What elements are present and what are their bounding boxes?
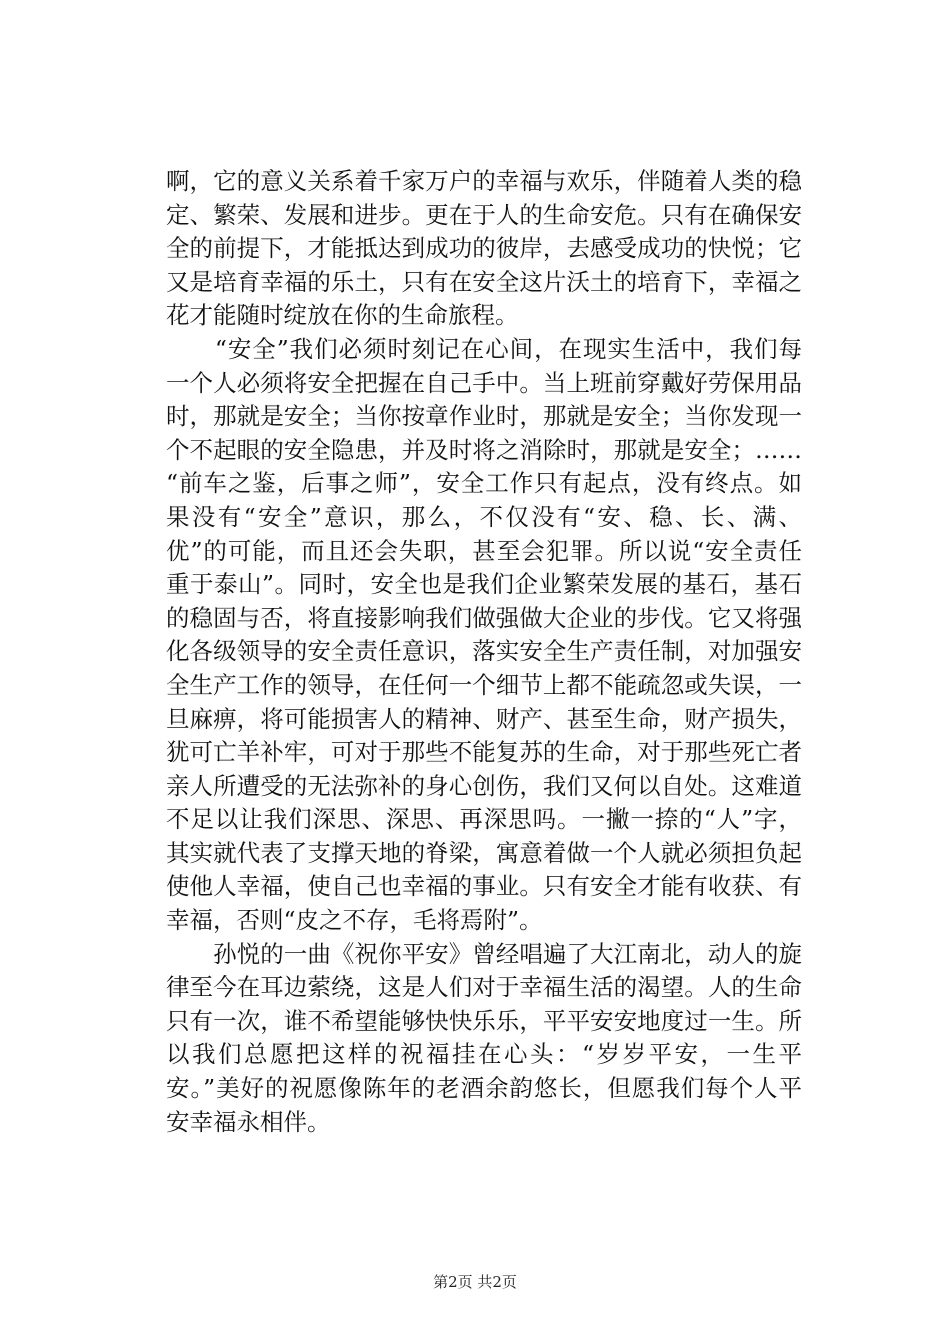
text-line: 律至今在耳边萦绕，这是人们对于幸福生活的渴望。人的生命	[166, 973, 802, 1002]
text-line: 全的前提下，才能抵达到成功的彼岸，去感受成功的快悦；它	[166, 234, 802, 263]
text-line: 以我们总愿把这样的祝福挂在心头：“岁岁平安，一生平	[166, 1040, 802, 1069]
page-footer: 第2页 共2页	[433, 1273, 517, 1291]
text-line: 又是培育幸福的乐土，只有在安全这片沃土的培育下，幸福之	[166, 267, 802, 296]
text-line: 化各级领导的安全责任意识，落实安全生产责任制，对加强安	[166, 637, 802, 666]
document-body	[166, 165, 802, 1139]
text-line: 重于泰山”。同时，安全也是我们企业繁荣发展的基石，基石	[166, 570, 802, 599]
text-line: 安。”美好的祝愿像陈年的老酒余韵悠长，但愿我们每个人平	[166, 1074, 802, 1103]
text-line: 时，那就是安全；当你按章作业时，那就是安全；当你发现一	[166, 402, 802, 431]
text-line: “安全”我们必须时刻记在心间，在现实生活中，我们每	[166, 334, 802, 363]
text-line: 旦麻痹，将可能损害人的精神、财产、甚至生命，财产损失，	[166, 704, 802, 733]
text-line: 优”的可能，而且还会失职，甚至会犯罪。所以说“安全责任	[166, 536, 802, 565]
text-line: 的稳固与否，将直接影响我们做强做大企业的步伐。它又将强	[166, 603, 802, 632]
text-line: 啊，它的意义关系着千家万户的幸福与欢乐，伴随着人类的稳	[166, 167, 802, 195]
text-line: 其实就代表了支撑天地的脊梁，寓意着做一个人就必须担负起	[166, 838, 802, 867]
text-line: 不足以让我们深思、深思、再深思吗。一撇一捺的“人”字，	[166, 805, 802, 834]
text-line: 安幸福永相伴。	[166, 1107, 331, 1136]
text-line: 使他人幸福，使自己也幸福的事业。只有安全才能有收获、有	[166, 872, 802, 901]
text-line: 花才能随时绽放在你的生命旅程。	[166, 301, 519, 330]
text-line: 个不起眼的安全隐患，并及时将之消除时，那就是安全；……	[166, 435, 802, 464]
text-line: 只有一次，谁不希望能够快快乐乐，平平安安地度过一生。所	[166, 1006, 802, 1035]
text-line: 亲人所遭受的无法弥补的身心创伤，我们又何以自处。这难道	[166, 771, 802, 800]
text-line: 犹可亡羊补牢，可对于那些不能复苏的生命，对于那些死亡者	[166, 738, 802, 767]
text-line: 全生产工作的领导，在任何一个细节上都不能疏忽或失误，一	[166, 670, 802, 699]
text-line: 果没有“安全”意识，那么，不仅没有“安、稳、长、满、	[166, 502, 802, 531]
text-line: 孙悦的一曲《祝你平安》曾经唱遍了大江南北，动人的旋	[166, 939, 802, 968]
text-line: “前车之鉴，后事之师”，安全工作只有起点，没有终点。如	[166, 469, 802, 498]
text-line: 定、繁荣、发展和进步。更在于人的生命安危。只有在确保安	[166, 200, 802, 229]
text-line: 一个人必须将安全把握在自己手中。当上班前穿戴好劳保用品	[166, 368, 802, 397]
text-line: 幸福，否则“皮之不存，毛将焉附”。	[166, 906, 543, 935]
